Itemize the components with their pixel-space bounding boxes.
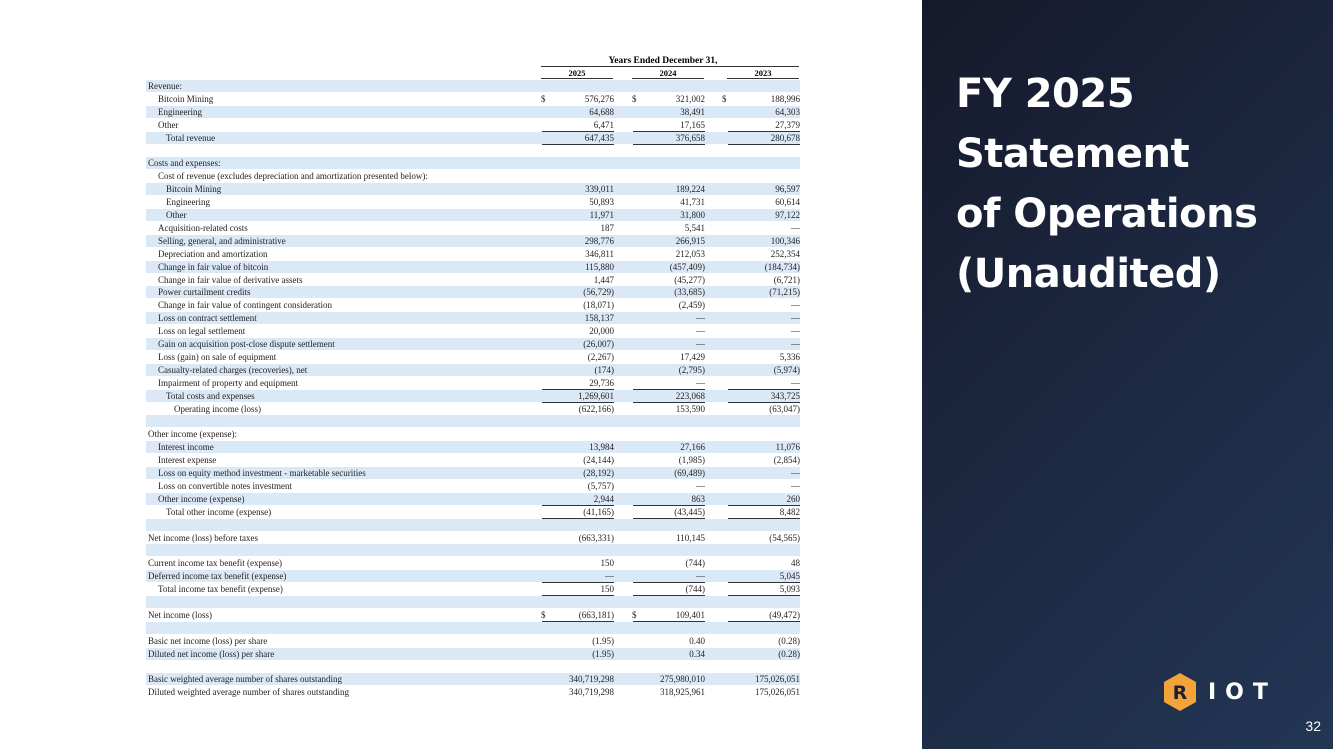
cell-2023: (0.28) — [778, 648, 800, 659]
cell-2025: (26,007) — [583, 339, 614, 349]
cell-2024: 212,053 — [675, 248, 705, 259]
table-row — [146, 196, 800, 208]
cell-2024: (1,985) — [678, 455, 705, 466]
table-row — [146, 480, 800, 492]
cell-2024: 223,068 — [633, 390, 705, 403]
row-label: Loss (gain) on sale of equipment — [158, 351, 277, 362]
currency-symbol: $ — [541, 93, 546, 104]
table-row — [146, 235, 800, 247]
cell-2025: 339,011 — [585, 184, 614, 195]
table-row — [146, 274, 800, 286]
cell-2025: 64,688 — [589, 106, 614, 117]
cell-2023: 5,093 — [728, 583, 800, 596]
row-label: Basic weighted average number of shares outstanding — [148, 674, 342, 685]
cell-2023: 5,045 — [728, 570, 800, 583]
cell-2023: 175,026,051 — [755, 674, 800, 685]
cell-2024: 321,002 — [675, 93, 705, 104]
cell-2023: — — [791, 326, 800, 337]
row-label: Current income tax benefit (expense) — [148, 558, 282, 569]
cell-2024: — — [696, 480, 705, 491]
table-row — [146, 428, 800, 440]
cell-2024: 17,165 — [633, 119, 705, 132]
table-row — [146, 248, 800, 260]
page-number: 32 — [1305, 718, 1321, 734]
cell-2025: (2,267) — [587, 351, 614, 362]
cell-2025: (41,165) — [542, 506, 614, 519]
cell-2025: 13,984 — [589, 442, 614, 453]
cell-2024: (2,459) — [678, 300, 705, 311]
cell-2023: 48 — [791, 558, 800, 569]
row-label: Bitcoin Mining — [166, 184, 222, 195]
riot-logo — [1162, 672, 1277, 712]
cell-2024: 27,166 — [680, 442, 705, 453]
cell-2025: 158,137 — [584, 313, 614, 324]
cell-2025: 340,719,298 — [569, 674, 614, 685]
row-label: Basic net income (loss) per share — [148, 635, 268, 646]
row-label: Other — [158, 119, 179, 130]
currency-symbol: $ — [722, 93, 727, 104]
table-row — [146, 441, 800, 453]
cell-2025: (174) — [594, 364, 614, 375]
cell-2023: 5,336 — [779, 351, 800, 362]
row-label: Other income (expense) — [158, 493, 245, 504]
cell-2024: (744) — [685, 558, 705, 569]
table-row — [146, 364, 800, 376]
cell-2023: (63,047) — [728, 403, 800, 416]
cell-2025: 150 — [542, 583, 614, 596]
cell-2024: 38,491 — [680, 106, 705, 117]
cell-2023: (5,974) — [773, 364, 800, 375]
table-row — [146, 312, 800, 324]
title-panel — [922, 0, 1333, 749]
cell-2025: (1.95) — [592, 648, 614, 659]
riot-hexagon-r-icon — [1162, 672, 1198, 712]
cell-2024: (45,277) — [674, 274, 705, 285]
cell-2023: 97,122 — [775, 210, 800, 220]
cell-2024: (457,409) — [669, 261, 705, 272]
cell-2025: (5,757) — [587, 480, 614, 491]
table-row — [146, 325, 800, 337]
row-label: Cost of revenue (excludes depreciation and amortization presented below): — [158, 171, 428, 182]
cell-2024: 318,925,961 — [660, 687, 705, 698]
table-row — [146, 519, 800, 531]
cell-2025: 50,893 — [589, 197, 614, 208]
cell-2023: — — [791, 468, 800, 478]
row-label: Bitcoin Mining — [158, 93, 214, 104]
table-row — [146, 622, 800, 634]
table-row — [146, 299, 800, 311]
table-row — [146, 467, 800, 479]
table-row — [146, 661, 800, 673]
table-row — [146, 570, 800, 582]
table-row — [146, 119, 800, 131]
row-label: Casualty-related charges (recoveries), net — [158, 364, 308, 375]
row-label: Net income (loss) before taxes — [148, 532, 258, 543]
cell-2025: 29,736 — [542, 377, 614, 390]
cell-2025: 2,944 — [542, 493, 614, 506]
table-row — [146, 80, 800, 92]
cell-2024: (33,685) — [674, 287, 705, 298]
cell-2025: 187 — [600, 222, 614, 233]
table-row — [146, 506, 800, 518]
row-label: Interest income — [158, 442, 214, 453]
cell-2023: 280,678 — [728, 132, 800, 145]
cell-2025: 647,435 — [542, 132, 614, 145]
table-row — [146, 209, 800, 221]
row-label: Interest expense — [158, 455, 217, 466]
cell-2024: 0.40 — [689, 635, 705, 646]
currency-symbol: $ — [541, 609, 546, 620]
cell-2023: — — [791, 339, 800, 349]
cell-2023: 100,346 — [770, 235, 800, 246]
cell-2024: 5,541 — [684, 222, 705, 233]
cell-2025: (663,181) — [542, 609, 614, 624]
row-label: Selling, general, and administrative — [158, 235, 286, 246]
cell-2023: (54,565) — [769, 532, 800, 543]
cell-2023: — — [791, 300, 800, 311]
table-row — [146, 648, 800, 660]
cell-2023: (6,721) — [773, 274, 800, 285]
cell-2024: 376,658 — [633, 132, 705, 145]
cell-2025: (28,192) — [583, 468, 614, 478]
cell-2023: (184,734) — [764, 261, 800, 272]
row-label: Change in fair value of contingent consideration — [158, 300, 332, 311]
column-header-2024: 2024 — [632, 68, 704, 79]
cell-2024: 0.34 — [689, 648, 705, 659]
column-header-2025: 2025 — [541, 68, 613, 79]
cell-2023: 96,597 — [775, 184, 800, 195]
cell-2025: 346,811 — [585, 248, 614, 259]
row-label: Loss on contract settlement — [158, 313, 257, 324]
table-row — [146, 635, 800, 647]
cell-2024: 189,224 — [675, 184, 705, 195]
cell-2024: 863 — [633, 493, 705, 506]
row-label: Loss on equity method investment - marketable securities — [158, 468, 366, 478]
row-label: Net income (loss) — [148, 609, 212, 620]
cell-2024: — — [633, 570, 705, 583]
cell-2023: 8,482 — [728, 506, 800, 519]
table-row — [146, 106, 800, 118]
cell-2023: 175,026,051 — [755, 687, 800, 698]
cell-2023: (0.28) — [778, 635, 800, 646]
cell-2025: (1.95) — [592, 635, 614, 646]
table-row — [146, 338, 800, 350]
table-row — [146, 157, 800, 169]
table-row — [146, 544, 800, 556]
cell-2023: 11,076 — [775, 442, 800, 453]
row-label: Total income tax benefit (expense) — [158, 584, 283, 595]
row-label: Diluted net income (loss) per share — [148, 648, 275, 659]
cell-2024: 31,800 — [680, 210, 705, 220]
cell-2024: — — [696, 326, 705, 337]
svg-text:R: R — [1172, 682, 1188, 704]
table-row — [146, 93, 800, 105]
cell-2023: 27,379 — [728, 119, 800, 132]
cell-2024: — — [696, 313, 705, 324]
row-label: Acquisition-related costs — [158, 222, 248, 233]
row-label: Diluted weighted average number of shares outstanding — [148, 687, 349, 698]
cell-2023: 260 — [728, 493, 800, 506]
cell-2023: — — [791, 222, 800, 233]
cell-2024: 110,145 — [676, 532, 705, 543]
cell-2023: — — [791, 313, 800, 324]
title-line-2: Statement — [956, 131, 1190, 177]
cell-2024: 41,731 — [680, 197, 705, 208]
cell-2023: (71,215) — [769, 287, 800, 298]
cell-2023: 60,614 — [775, 197, 800, 208]
title-line-3: of Operations — [956, 191, 1258, 237]
row-label: Deferred income tax benefit (expense) — [148, 571, 287, 582]
cell-2025: 576,276 — [584, 93, 614, 104]
row-label: Operating income (loss) — [174, 403, 261, 414]
table-row — [146, 557, 800, 569]
table-row — [146, 377, 800, 389]
cell-2025: 340,719,298 — [569, 687, 614, 698]
table-row — [146, 132, 800, 144]
currency-symbol: $ — [632, 609, 637, 620]
cell-2025: (622,166) — [542, 403, 614, 416]
table-row — [146, 403, 800, 415]
row-label: Change in fair value of bitcoin — [158, 261, 269, 272]
row-label: Engineering — [166, 197, 210, 208]
title-line-4: (Unaudited) — [956, 251, 1221, 297]
cell-2023: 64,303 — [775, 106, 800, 117]
row-label: Revenue: — [148, 81, 182, 91]
cell-2024: 153,590 — [633, 403, 705, 416]
cell-2025: 6,471 — [542, 119, 614, 132]
table-row — [146, 390, 800, 402]
row-label: Loss on convertible notes investment — [158, 480, 292, 491]
table-row — [146, 183, 800, 195]
cell-2023: — — [791, 480, 800, 491]
cell-2023: — — [728, 377, 800, 390]
cell-2025: 1,447 — [593, 274, 614, 285]
cell-2024: (43,445) — [633, 506, 705, 519]
table-row — [146, 145, 800, 157]
table-row — [146, 222, 800, 234]
cell-2024: 17,429 — [680, 351, 705, 362]
cell-2025: (56,729) — [583, 287, 614, 298]
row-label: Power curtailment credits — [158, 287, 251, 298]
cell-2023: 252,354 — [770, 248, 800, 259]
table-row — [146, 583, 800, 595]
table-row — [146, 351, 800, 363]
cell-2025: (24,144) — [583, 455, 614, 466]
cell-2024: (2,795) — [678, 364, 705, 375]
table-row — [146, 686, 800, 698]
table-row — [146, 286, 800, 298]
table-row — [146, 532, 800, 544]
cell-2025: 11,971 — [589, 210, 614, 220]
row-label: Engineering — [158, 106, 202, 117]
table-row — [146, 454, 800, 466]
slide-title — [956, 64, 1257, 304]
cell-2025: 298,776 — [584, 235, 614, 246]
column-header-2023: 2023 — [727, 68, 799, 79]
row-label: Total other income (expense) — [166, 506, 272, 517]
row-label: Loss on legal settlement — [158, 326, 246, 337]
row-label: Total costs and expenses — [166, 390, 255, 401]
cell-2025: 20,000 — [589, 326, 614, 337]
table-row — [146, 673, 800, 685]
cell-2025: 115,880 — [585, 261, 614, 272]
row-label: Costs and expenses: — [148, 158, 221, 169]
row-label: Total revenue — [166, 132, 216, 143]
table-row — [146, 493, 800, 505]
cell-2025: 150 — [600, 558, 614, 569]
row-label: Gain on acquisition post-close dispute settlement — [158, 339, 335, 349]
header-rule — [541, 66, 799, 67]
table-row — [146, 415, 800, 427]
title-line-1: FY 2025 — [956, 71, 1135, 117]
table-row — [146, 261, 800, 273]
row-label: Depreciation and amortization — [158, 248, 268, 259]
table-header-years: Years Ended December 31, — [608, 56, 718, 66]
cell-2024: — — [696, 339, 705, 349]
cell-2023: 343,725 — [728, 390, 800, 403]
cell-2024: 266,915 — [675, 235, 705, 246]
cell-2025: (18,071) — [583, 300, 614, 311]
cell-2023: 188,996 — [770, 93, 800, 104]
row-label: Other income (expense): — [148, 429, 237, 440]
row-label: Other — [166, 210, 187, 220]
cell-2024: (744) — [633, 583, 705, 596]
cell-2025: — — [542, 570, 614, 583]
row-label: Impairment of property and equipment — [158, 377, 298, 388]
row-label: Change in fair value of derivative assets — [158, 274, 303, 285]
cell-2024: 275,980,010 — [660, 674, 705, 685]
cell-2024: — — [633, 377, 705, 390]
cell-2023: (49,472) — [728, 609, 800, 624]
cell-2023: (2,854) — [773, 455, 800, 466]
logo-text: IOT — [1208, 679, 1277, 705]
table-row — [146, 170, 800, 182]
cell-2025: 1,269,601 — [542, 390, 614, 403]
cell-2024: 109,401 — [633, 609, 705, 624]
cell-2024: (69,489) — [674, 468, 705, 478]
table-row — [146, 609, 800, 621]
cell-2025: (663,331) — [578, 532, 614, 543]
currency-symbol: $ — [632, 93, 637, 104]
table-row — [146, 596, 800, 608]
